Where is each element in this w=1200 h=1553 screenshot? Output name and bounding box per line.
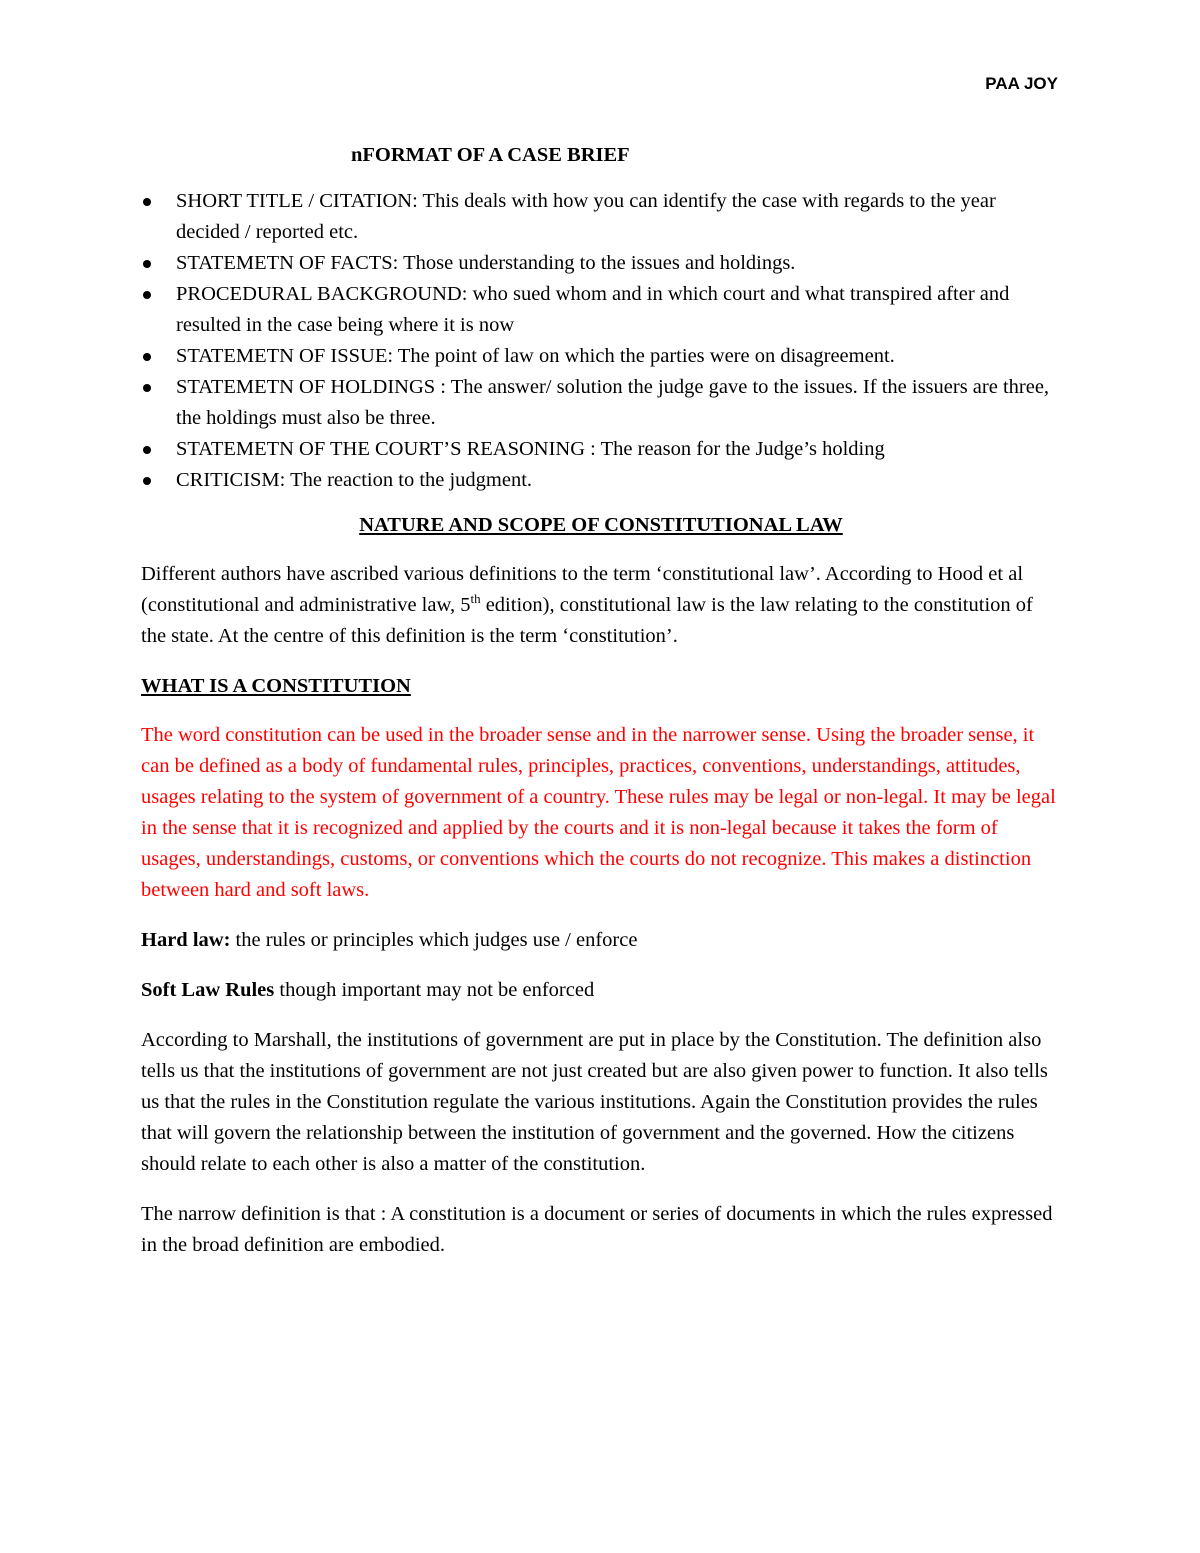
case-brief-title: nFORMAT OF A CASE BRIEF — [351, 144, 630, 166]
soft-law-paragraph: Soft Law Rules though important may not be enforced — [141, 979, 595, 1001]
header-author: PAA JOY — [985, 74, 1058, 93]
nature-paragraph: Different authors have ascribed various definitions to the term ‘constitutional law’. According to Hood et al (constitutional and administrative law, 5th edition), constitutional law is the law relating to the constitution of the state. At the centre of this definition is the term ‘constitution’. — [141, 563, 1033, 647]
bullet-icon — [143, 260, 151, 268]
bullet-icon — [143, 353, 151, 361]
bullet-icon — [143, 446, 151, 454]
nature-heading: NATURE AND SCOPE OF CONSTITUTIONAL LAW — [359, 514, 843, 536]
bullet-icon — [143, 291, 151, 299]
list-item: SHORT TITLE / CITATION: This deals with how you can identify the case with regards to the year decided / reported etc. — [141, 186, 1061, 248]
marshall-paragraph: According to Marshall, the institutions of government are put in place by the Constitution. The definition also tells us that the institutions of government are not just created but are also given power to function. It also tells us that the rules in the Constitution regulate the various institutions. Again the Constitution provides the rules that will govern the relationship between the institution of government and the governed. How the citizens should relate to each other is also a matter of the constitution. — [141, 1029, 1048, 1175]
broad-definition-paragraph: The word constitution can be used in the broader sense and in the narrower sense. Using the broader sense, it can be defined as a body of fundamental rules, principles, practices, conventions, understandings, attitudes, usages relating to the system of government of a country. These rules may be legal or non-legal. It may be legal in the sense that it is recognized and applied by the courts and it is non-legal because it takes the form of usages, understandings, customs, or conventions which the courts do not recognize. This makes a distinction between hard and soft laws. — [141, 724, 1056, 901]
list-item: CRITICISM: The reaction to the judgment. — [141, 465, 1061, 496]
list-item: PROCEDURAL BACKGROUND: who sued whom and in which court and what transpired after and resulted in the case being where it is now — [141, 279, 1061, 341]
list-item: STATEMETN OF HOLDINGS : The answer/ solution the judge gave to the issues. If the issuers are three, the holdings must also be three. — [141, 372, 1061, 434]
list-item: STATEMETN OF ISSUE: The point of law on which the parties were on disagreement. — [141, 341, 1061, 372]
bullet-icon — [143, 384, 151, 392]
list-item: STATEMETN OF FACTS: Those understanding to the issues and holdings. — [141, 248, 1061, 279]
case-brief-list — [141, 186, 1061, 496]
bullet-icon — [143, 198, 151, 206]
hard-law-paragraph: Hard law: the rules or principles which judges use / enforce — [141, 929, 638, 951]
list-item: STATEMETN OF THE COURT’S REASONING : The reason for the Judge’s holding — [141, 434, 1061, 465]
page-content — [141, 140, 1061, 1280]
constitution-heading: WHAT IS A CONSTITUTION — [141, 675, 411, 697]
bullet-icon — [143, 477, 151, 485]
narrow-definition-paragraph: The narrow definition is that : A constitution is a document or series of documents in which the rules expressed in the broad definition are embodied. — [141, 1203, 1053, 1256]
